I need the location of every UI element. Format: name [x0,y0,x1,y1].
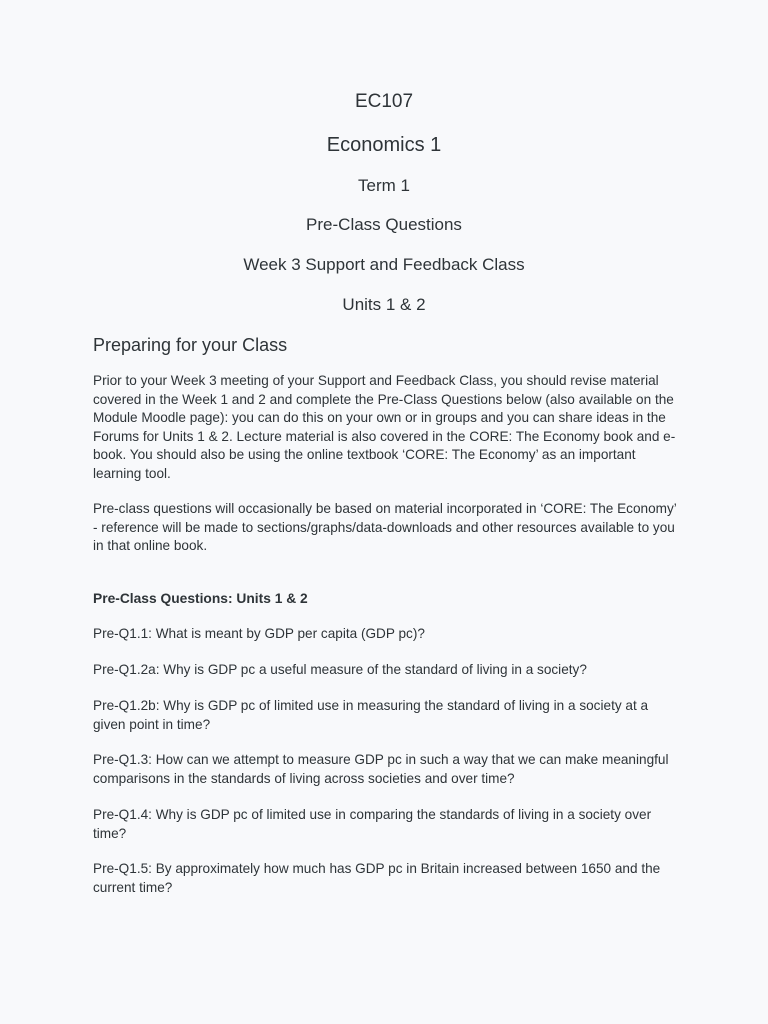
course-code: EC107 [354,91,414,112]
term-label: Term 1 [358,176,410,195]
question-item: Pre-Q1.2b: Why is GDP pc of limited use in measuring the standard of living in a society at a given point in time? [93,698,649,732]
question-item: Pre-Q1.2a: Why is GDP pc a useful measure of the standard of living in a society? [93,662,587,677]
preparing-paragraph: Prior to your Week 3 meeting of your Support and Feedback Class, you should revise material covered in the Week 1 and 2 and complete the Pre-Class Questions below (also available on the Module Moodle page): you can do this on your own or in groups and you can share ideas in the Forums for Units 1 & 2. Lecture material is also covered in the CORE: The Economy book and e-book. You should also be using the online textbook ‘CORE: The Economy’ as an important learning tool. [93,373,676,481]
question-item: Pre-Q1.1: What is meant by GDP per capita (GDP pc)? [93,626,425,641]
course-name: Economics 1 [326,134,442,156]
question-item: Pre-Q1.3: How can we attempt to measure GDP pc in such a way that we can make meaningful comparisons in the standards of living across societies and over time? [93,752,669,786]
question-item: Pre-Q1.5: By approximately how much has GDP pc in Britain increased between 1650 and the current time? [93,861,661,895]
class-name: Week 3 Support and Feedback Class [243,255,525,274]
preparing-paragraph: Pre-class questions will occasionally be based on material incorporated in ‘CORE: The Economy’ - reference will be made to sections/graphs/data-downloads and other resources available to you in that online book. [93,501,677,553]
question-item: Pre-Q1.4: Why is GDP pc of limited use in comparing the standards of living in a society over time? [93,807,652,841]
preparing-heading: Preparing for your Class [93,335,288,355]
document-type: Pre-Class Questions [306,215,462,234]
units-label: Units 1 & 2 [342,295,426,314]
questions-heading: Pre-Class Questions: Units 1 & 2 [93,591,308,606]
